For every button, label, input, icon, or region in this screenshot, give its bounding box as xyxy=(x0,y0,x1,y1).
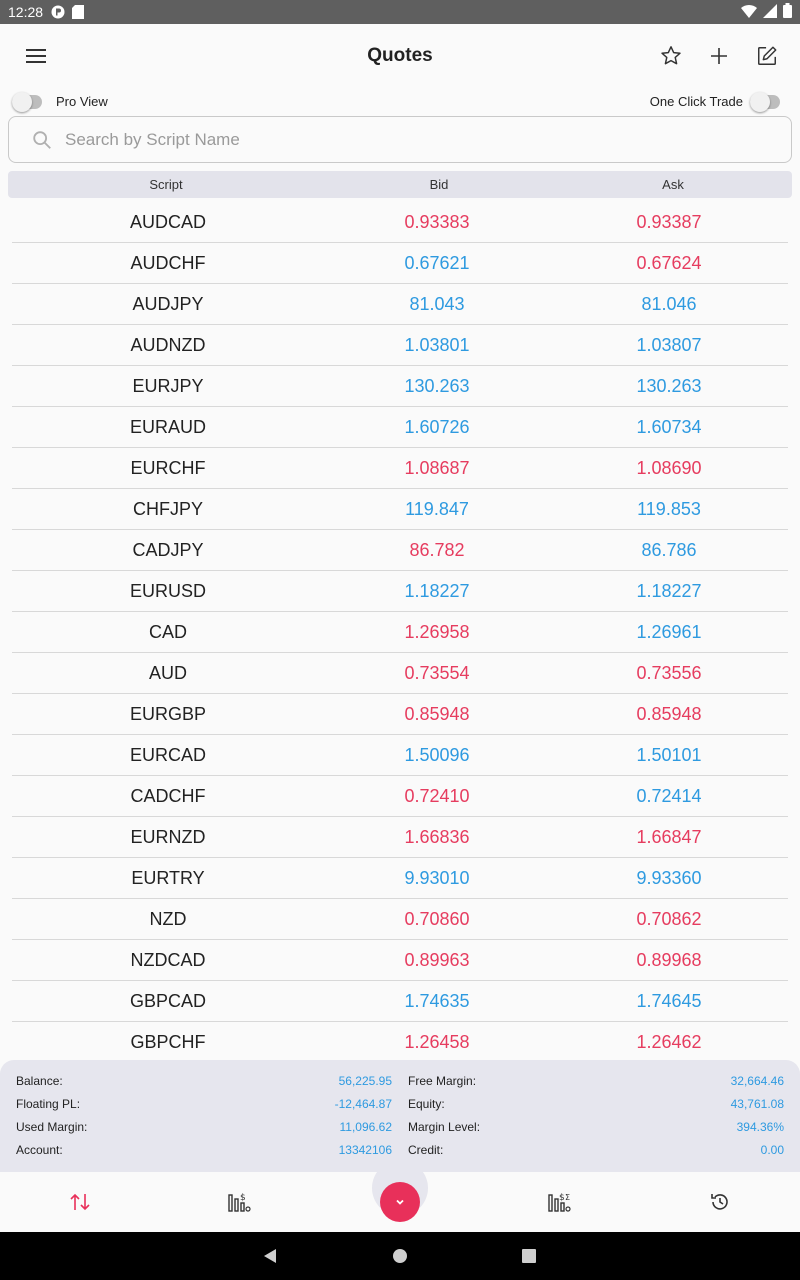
edit-icon[interactable] xyxy=(751,40,783,72)
ask-price[interactable]: 0.67624 xyxy=(636,252,702,273)
table-row[interactable] xyxy=(12,653,788,694)
table-row[interactable] xyxy=(12,694,788,735)
script-name: EURCHF xyxy=(130,457,206,478)
bid-price[interactable]: 1.18227 xyxy=(404,580,470,601)
bid-price[interactable]: 0.93383 xyxy=(404,211,470,232)
ask-price[interactable]: 1.18227 xyxy=(636,580,702,601)
bid-price[interactable]: 0.72410 xyxy=(404,785,470,806)
bid-price[interactable]: 0.85948 xyxy=(404,703,470,724)
ask-price[interactable]: 1.60734 xyxy=(636,416,702,437)
ask-price[interactable]: 0.73556 xyxy=(636,662,702,683)
summary-value: 0.00 xyxy=(760,1143,784,1157)
script-name: EURGBP xyxy=(129,703,207,724)
svg-text:$: $ xyxy=(240,1193,246,1203)
ask-price[interactable]: 119.853 xyxy=(637,498,701,519)
home-icon[interactable] xyxy=(392,1248,408,1264)
system-navigation-bar xyxy=(0,1232,800,1280)
ask-price[interactable]: 0.72414 xyxy=(636,785,702,806)
table-row[interactable] xyxy=(12,366,788,407)
trade-nav-icon[interactable] xyxy=(223,1186,255,1218)
summary-value: 13342106 xyxy=(338,1143,392,1157)
table-row[interactable] xyxy=(12,899,788,940)
ask-price[interactable]: 1.74645 xyxy=(636,990,702,1011)
table-row[interactable] xyxy=(12,940,788,981)
summary-row xyxy=(0,1097,800,1120)
summary-value: 43,761.08 xyxy=(730,1097,784,1111)
svg-text:Σ: Σ xyxy=(565,1193,571,1202)
ask-price[interactable]: 130.263 xyxy=(636,375,702,396)
table-row[interactable] xyxy=(12,284,788,325)
summary-value: 56,225.95 xyxy=(338,1074,392,1088)
toggles-row xyxy=(0,90,800,114)
pro-view-label: Pro View xyxy=(56,94,108,109)
summary-value: 32,664.46 xyxy=(730,1074,784,1088)
script-name: GBPCAD xyxy=(129,990,207,1011)
table-row[interactable] xyxy=(12,571,788,612)
bid-price[interactable]: 81.043 xyxy=(409,293,465,314)
chevron-down-icon xyxy=(393,1195,407,1209)
bid-price[interactable]: 9.93010 xyxy=(404,867,470,888)
script-name: CADCHF xyxy=(130,785,206,806)
bid-price[interactable]: 1.60726 xyxy=(404,416,470,437)
bid-price[interactable]: 0.89963 xyxy=(404,949,470,970)
sd-card-icon xyxy=(71,5,85,19)
bid-price[interactable]: 1.26458 xyxy=(404,1031,470,1052)
script-name: AUDNZD xyxy=(130,334,206,355)
history-nav-icon[interactable] xyxy=(704,1186,736,1218)
summary-label: Credit: xyxy=(408,1143,444,1157)
ask-price[interactable]: 1.66847 xyxy=(636,826,702,847)
column-header-script[interactable]: Script xyxy=(149,177,183,192)
ask-price[interactable]: 81.046 xyxy=(641,293,697,314)
summary-label: Used Margin: xyxy=(16,1120,88,1134)
summary-label: Balance: xyxy=(16,1074,63,1088)
script-name: EURAUD xyxy=(129,416,206,437)
ask-price[interactable]: 1.03807 xyxy=(636,334,702,355)
bid-price[interactable]: 1.26958 xyxy=(404,621,470,642)
ask-price[interactable]: 1.26462 xyxy=(636,1031,702,1052)
svg-text:$: $ xyxy=(559,1193,565,1203)
ask-price[interactable]: 9.93360 xyxy=(636,867,702,888)
table-row[interactable] xyxy=(12,407,788,448)
summary-label: Account: xyxy=(16,1143,63,1157)
script-name: AUDJPY xyxy=(132,293,204,314)
ask-price[interactable]: 1.08690 xyxy=(636,457,702,478)
table-row[interactable] xyxy=(12,735,788,776)
battery-icon xyxy=(783,3,792,21)
table-row[interactable] xyxy=(12,612,788,653)
ask-price[interactable]: 86.786 xyxy=(641,539,697,560)
script-name: CHFJPY xyxy=(132,498,203,519)
star-icon[interactable] xyxy=(655,40,687,72)
table-row[interactable] xyxy=(12,325,788,366)
status-time: 12:28 xyxy=(8,4,44,20)
summary-row xyxy=(0,1074,800,1097)
ask-price[interactable]: 0.89968 xyxy=(636,949,702,970)
table-row[interactable] xyxy=(12,448,788,489)
pro-view-switch[interactable] xyxy=(12,95,42,109)
search-box xyxy=(8,116,792,163)
table-row[interactable] xyxy=(12,858,788,899)
table-row[interactable] xyxy=(12,202,788,243)
summary-label: Free Margin: xyxy=(408,1074,477,1088)
account-summary xyxy=(0,1060,800,1172)
script-name: EURJPY xyxy=(132,375,204,396)
script-name: AUDCHF xyxy=(130,252,206,273)
bid-price[interactable]: 1.50096 xyxy=(404,744,470,765)
summary-value: 394.36% xyxy=(736,1120,784,1134)
summary-value: 11,096.62 xyxy=(339,1120,392,1134)
summary-label: Floating PL: xyxy=(16,1097,81,1111)
bid-price[interactable]: 0.73554 xyxy=(404,662,470,683)
script-name: AUDCAD xyxy=(129,211,206,232)
search-icon xyxy=(31,129,53,151)
bid-price[interactable]: 130.263 xyxy=(404,375,470,396)
back-icon[interactable] xyxy=(262,1248,278,1264)
column-header-ask[interactable]: Ask xyxy=(662,177,684,192)
bid-price[interactable]: 119.847 xyxy=(405,498,469,519)
quotes-nav-icon[interactable] xyxy=(64,1186,96,1218)
app-notification-icon xyxy=(51,5,65,19)
script-name: AUD xyxy=(148,662,187,683)
signal-icon xyxy=(763,4,777,21)
bid-price[interactable]: 1.03801 xyxy=(404,334,470,355)
bottom-navigation xyxy=(0,1172,800,1232)
ask-price[interactable]: 0.93387 xyxy=(636,211,702,232)
bid-price[interactable]: 1.74635 xyxy=(404,990,470,1011)
script-name: CAD xyxy=(148,621,187,642)
table-row[interactable] xyxy=(12,817,788,858)
summary-value: -12,464.87 xyxy=(334,1097,392,1111)
one-click-trade-label: One Click Trade xyxy=(649,94,743,109)
search-input[interactable] xyxy=(65,130,665,150)
ask-price[interactable]: 0.70862 xyxy=(636,908,702,929)
bid-price[interactable]: 1.66836 xyxy=(404,826,470,847)
bid-price[interactable]: 86.782 xyxy=(409,539,465,560)
table-row[interactable] xyxy=(12,1022,788,1060)
app-bar xyxy=(0,24,800,88)
summary-label: Margin Level: xyxy=(408,1120,481,1134)
script-name: EURUSD xyxy=(129,580,206,601)
status-bar xyxy=(0,0,800,24)
table-row[interactable] xyxy=(12,530,788,571)
script-name: EURNZD xyxy=(130,826,206,847)
add-icon[interactable] xyxy=(703,40,735,72)
summary-label: Equity: xyxy=(408,1097,445,1111)
recents-icon[interactable] xyxy=(521,1248,537,1264)
summary-row xyxy=(0,1120,800,1143)
bid-price[interactable]: 1.08687 xyxy=(404,457,470,478)
column-header-bid[interactable]: Bid xyxy=(429,177,449,192)
script-name: GBPCHF xyxy=(130,1031,206,1052)
script-name: CADJPY xyxy=(132,539,204,560)
script-name: EURTRY xyxy=(131,867,205,888)
table-row[interactable] xyxy=(12,981,788,1022)
ask-price[interactable]: 0.85948 xyxy=(636,703,702,724)
fab-button[interactable] xyxy=(380,1182,420,1222)
bid-price[interactable]: 0.67621 xyxy=(404,252,470,273)
script-name: NZD xyxy=(149,908,187,929)
quotes-list[interactable] xyxy=(12,202,788,1060)
page-title: Quotes xyxy=(367,45,433,66)
table-row[interactable] xyxy=(12,243,788,284)
script-name: EURCAD xyxy=(129,744,206,765)
bid-price[interactable]: 0.70860 xyxy=(404,908,470,929)
positions-nav-icon[interactable] xyxy=(543,1186,575,1218)
one-click-trade-switch[interactable] xyxy=(750,95,780,109)
wifi-icon xyxy=(741,4,757,21)
table-row[interactable] xyxy=(12,776,788,817)
ask-price[interactable]: 1.26961 xyxy=(636,621,702,642)
table-row[interactable] xyxy=(12,489,788,530)
script-name: NZDCAD xyxy=(130,949,206,970)
table-header xyxy=(8,171,792,198)
ask-price[interactable]: 1.50101 xyxy=(636,744,702,765)
